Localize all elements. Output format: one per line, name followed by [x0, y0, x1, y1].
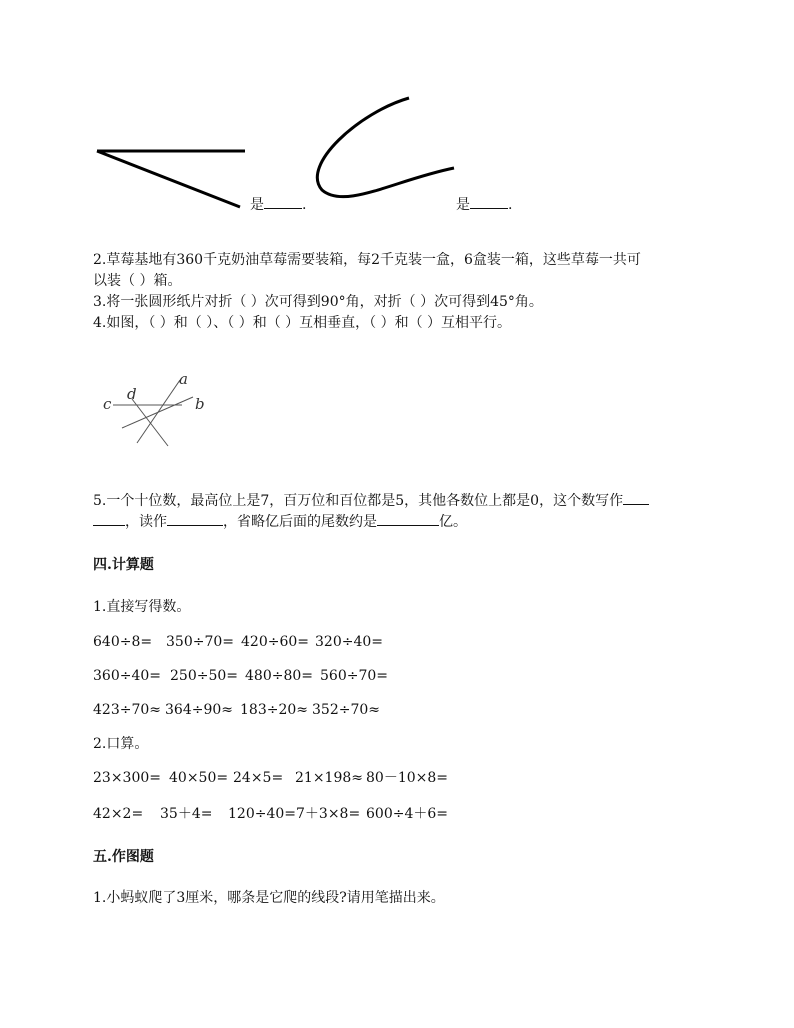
oral-item: 80－10×8= — [366, 770, 448, 786]
q5-line1-text: 5.一个十位数，最高位上是7，百万位和百位都是5，其他各数位上都是0，这个数写作 — [93, 493, 624, 509]
section4-q1-title: 1.直接写得数。 — [93, 599, 191, 615]
figure-left-label: 是 — [250, 197, 264, 213]
section4-title: 四.计算题 — [93, 557, 154, 573]
figure-right-label: 是 — [456, 197, 470, 213]
q2-line1: 2.草莓基地有360千克奶油草莓需要装箱，每2千克装一盒，6盒装一箱，这些草莓一共可 — [93, 252, 641, 268]
oral-item: 42×2= — [93, 806, 144, 822]
lines-figure — [0, 0, 794, 460]
q5-read-label: ，读作 — [125, 514, 167, 530]
oral-item: 24×5= — [233, 770, 284, 786]
q5-unit: 亿。 — [439, 514, 467, 530]
oral-item: 23×300= — [93, 770, 161, 786]
q5-line1 — [93, 490, 649, 511]
calc-item: 423÷70≈ — [93, 702, 161, 718]
label-b: b — [195, 395, 205, 413]
q5-approx-label: ，省略亿后面的尾数约是 — [223, 514, 377, 530]
figure-right-trail: . — [508, 197, 513, 213]
label-c: c — [103, 395, 112, 413]
calc-item: 364÷90≈ — [165, 702, 233, 718]
oral-item: 600÷4＋6= — [366, 806, 448, 822]
q3-text: 3.将一张圆形纸片对折（ ）次可得到90°角，对折（ ）次可得到45°角。 — [93, 294, 543, 310]
oral-item: 7＋3×8= — [296, 806, 361, 822]
calc-item: 420÷60= — [241, 634, 309, 650]
q2-line2: 以装（ ）箱。 — [93, 273, 182, 289]
label-a: a — [179, 370, 188, 388]
figure-left-trail: . — [302, 197, 307, 213]
calc-item: 352÷70≈ — [312, 702, 380, 718]
section4-q2-title: 2.口算。 — [93, 736, 149, 752]
q5-blank-read[interactable] — [167, 511, 223, 526]
calc-item: 183÷20≈ — [240, 702, 308, 718]
section5-title: 五.作图题 — [93, 849, 154, 865]
calc-item: 320÷40= — [315, 634, 383, 650]
section5-q1: 1.小蚂蚁爬了3厘米，哪条是它爬的线段?请用笔描出来。 — [93, 890, 445, 906]
q4-text: 4.如图，（ ）和（ ）、（ ）和（ ）互相垂直，（ ）和（ ）互相平行。 — [93, 315, 512, 331]
calc-item: 560÷70= — [320, 668, 388, 684]
oral-item: 21×198≈ — [295, 770, 363, 786]
oral-item: 120÷40= — [228, 806, 296, 822]
calc-item: 360÷40= — [93, 668, 161, 684]
q5-blank-write-a[interactable] — [623, 490, 649, 505]
calc-item: 640÷8= — [93, 634, 153, 650]
calc-item: 480÷80= — [245, 668, 313, 684]
oral-item: 35＋4= — [160, 806, 213, 822]
calc-item: 350÷70= — [166, 634, 234, 650]
q5-blank-write-b[interactable] — [93, 511, 125, 526]
calc-item: 250÷50= — [170, 668, 238, 684]
oral-item: 40×50= — [169, 770, 229, 786]
label-d: d — [127, 385, 137, 403]
q5-line2 — [93, 511, 467, 532]
q5-blank-approx[interactable] — [377, 511, 439, 526]
